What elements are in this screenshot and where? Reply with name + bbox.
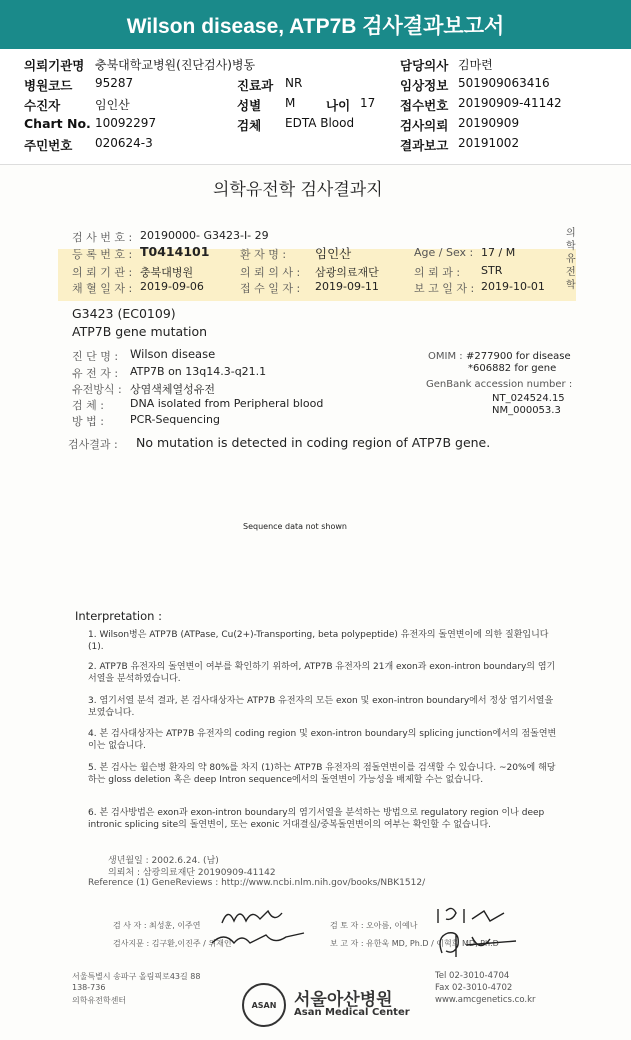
department-label: 진료과	[237, 78, 274, 93]
hospital-code-label: 병원코드	[24, 78, 73, 93]
omim-gene: *606882 for gene	[468, 363, 557, 374]
omim-disease: #277900 for disease	[466, 351, 571, 362]
gene-label: 유 전 자 :	[72, 367, 119, 380]
sex-label: 성별	[237, 98, 262, 113]
interp-item: 6. 본 검사방법은 exon과 exon-intron boundary의 염기서열을 분석하는 방법으로 regulatory region 이나 deep intronic splicing site의 돌연변이, 또는 exonic 거대결실/중복돌연변이의 여부는 확인할 수 없습니다.	[88, 808, 545, 830]
receive-value: 2019-09-11	[315, 280, 379, 293]
genbank-label: GenBank accession number :	[426, 379, 573, 390]
test-no-label: 검 사 번 호 :	[72, 231, 133, 244]
client-line: 의뢰처 : 삼광의료재단 20190909-41142	[108, 868, 276, 878]
supervisor-line: 검사지문 : 김구환,이진주 / 위재인	[113, 939, 232, 948]
ward-value: STR	[481, 264, 503, 277]
side-label: 의학유전학	[566, 228, 576, 291]
resident-label: 주민번호	[24, 138, 73, 153]
patient-label: 환 자 명 :	[240, 248, 287, 261]
address-line-1: 서울특별시 송파구 올림픽로43길 88	[72, 972, 201, 981]
result-value: No mutation is detected in coding region of ATP7B gene.	[136, 435, 491, 450]
reg-no-value: T0414101	[140, 244, 210, 259]
request-label: 검사의뢰	[400, 118, 449, 133]
address-line-3: 의학유전학센터	[72, 996, 127, 1005]
hospital-name-en: Asan Medical Center	[294, 1007, 410, 1018]
interp-item: 1. Wilson병은 ATP7B (ATPase, Cu(2+)-Transporting, beta polypeptide) 유전자의 돌연변이에 의한 질환입니다 (1).	[88, 630, 549, 652]
receipt-no-value: 20190909-41142	[458, 96, 562, 110]
test-no-value: 20190000- G3423-I- 29	[140, 229, 269, 242]
interp-item: 5. 본 검사는 윌슨병 환자의 약 80%를 차지 (1)하는 ATP7B 유전자의 점돌연변이를 검색할 수 있습니다. ~20%에 해당하는 gloss deletion 혹은 deep Intron sequence에서의 돌연변이 가능성을 배제할 수는 없습니다.	[88, 763, 556, 785]
resident-value: 020624-3	[95, 136, 153, 150]
sequence-note: Sequence data not shown	[243, 522, 347, 531]
receipt-no-label: 접수번호	[400, 98, 449, 113]
department-value: NR	[285, 76, 303, 90]
chart-value: 10092297	[95, 116, 157, 130]
req-inst-value: 충북대병원	[140, 266, 194, 279]
examiner-line: 검 사 자 : 최성훈, 이주연	[113, 921, 201, 930]
report-label: 보 고 일 자 :	[414, 282, 475, 295]
genbank-1: NT_024524.15	[492, 393, 565, 404]
reporter-line: 보 고 자 : 유한욱 MD, Ph.D / 이혁희 MD, Ph.D	[330, 939, 499, 948]
report-date-value: 20191002	[458, 136, 520, 150]
doctor-value: 김마련	[458, 58, 493, 72]
clinical-info-label: 임상정보	[400, 78, 449, 93]
result-label: 검사결과 :	[68, 438, 118, 451]
age-value: 17	[360, 96, 376, 110]
omim-label: OMIM :	[428, 351, 463, 362]
fax: Fax 02-3010-4702	[435, 983, 513, 993]
ward-label: 의 뢰 과 :	[414, 266, 461, 279]
reporter-signature	[432, 925, 522, 959]
sex-value: M	[285, 96, 296, 110]
hospital-code-value: 95287	[95, 76, 134, 90]
address-line-2: 138-736	[72, 983, 106, 992]
birth-line: 생년월일 : 2002.6.24. (남)	[108, 856, 219, 866]
inheritance-label: 유전방식 :	[72, 383, 122, 396]
scanned-report	[0, 164, 631, 1040]
collect-label: 채 혈 일 자 :	[72, 282, 133, 295]
report-date-label: 결과보고	[400, 138, 449, 153]
specimen-value: EDTA Blood	[285, 116, 355, 130]
age-sex-label: Age / Sex :	[414, 246, 474, 259]
reviewer-line: 검 토 자 : 오아름, 이예나	[330, 921, 418, 930]
doc-title: 의학유전학 검사결과지	[213, 180, 383, 200]
diagnosis-label: 진 단 명 :	[72, 350, 119, 363]
interp-item: 3. 염기서열 분석 결과, 본 검사대상자는 ATP7B 유전자의 모든 exon 및 exon-intron boundary에서 정상 염기서열을 보였습니다.	[88, 696, 554, 718]
test-name: ATP7B gene mutation	[72, 324, 208, 339]
interp-item: 4. 본 검사대상자는 ATP7B 유전자의 coding region 및 exon-intron boundary의 splicing junction에서의 점돌연변이는 없습니다.	[88, 729, 557, 751]
doctor-label: 담당의사	[400, 58, 449, 73]
genbank-2: NM_000053.3	[492, 405, 561, 416]
reviewer-signature	[434, 905, 514, 927]
hospital-name-ko: 서울아산병원	[294, 990, 393, 1010]
reference-line: Reference (1) GeneReviews : http://www.ncbi.nlm.nih.gov/books/NBK1512/	[88, 878, 426, 888]
hospital-logo	[242, 983, 286, 1027]
institution-label: 의뢰기관명	[24, 58, 85, 73]
examinee-value: 임인산	[95, 98, 130, 112]
age-sex-value: 17 / M	[481, 246, 516, 259]
gene-value: ATP7B on 13q14.3-q21.1	[130, 365, 267, 378]
inheritance-value: 상염색체열성유전	[130, 383, 216, 396]
collect-value: 2019-09-06	[140, 280, 204, 293]
report-value: 2019-10-01	[481, 280, 545, 293]
reg-no-label: 등 록 번 호 :	[72, 248, 133, 261]
req-doc-value: 삼광의료재단	[315, 266, 379, 279]
diagnosis-value: Wilson disease	[130, 347, 216, 361]
method-label: 방 법 :	[72, 415, 104, 428]
examinee-label: 수진자	[24, 98, 61, 113]
patient-value: 임인산	[315, 246, 352, 261]
req-inst-label: 의 뢰 기 관 :	[72, 266, 133, 279]
specimen-label: 검체	[237, 118, 262, 133]
chart-label: Chart No.	[24, 116, 91, 131]
receive-label: 접 수 일 자 :	[240, 282, 301, 295]
method-value: PCR-Sequencing	[130, 413, 220, 426]
specimen-value: DNA isolated from Peripheral blood	[130, 397, 324, 410]
interp-heading: Interpretation :	[75, 609, 162, 623]
clinical-info-value: 501909063416	[458, 76, 550, 90]
supervisor-signature	[208, 925, 308, 951]
logo-text: ASAN	[251, 1000, 277, 1010]
website: www.amcgenetics.co.kr	[435, 995, 536, 1005]
interp-item: 2. ATP7B 유전자의 돌연변이 여부를 확인하기 위하여, ATP7B 유전자의 21개 exon과 exon-intron boundary의 염기서열을 분석하였습니다.	[88, 662, 556, 684]
report-meta	[0, 52, 631, 162]
request-value: 20190909	[458, 116, 520, 130]
specimen-label: 검 체 :	[72, 399, 104, 412]
req-doc-label: 의 뢰 의 사 :	[240, 266, 301, 279]
age-label: 나이	[326, 98, 351, 113]
phone: Tel 02-3010-4704	[435, 971, 510, 981]
institution-value: 충북대학교병원(진단검사)병동	[95, 58, 256, 72]
report-title: Wilson disease, ATP7B 검사결과보고서	[0, 0, 631, 49]
test-code: G3423 (EC0109)	[72, 306, 176, 321]
